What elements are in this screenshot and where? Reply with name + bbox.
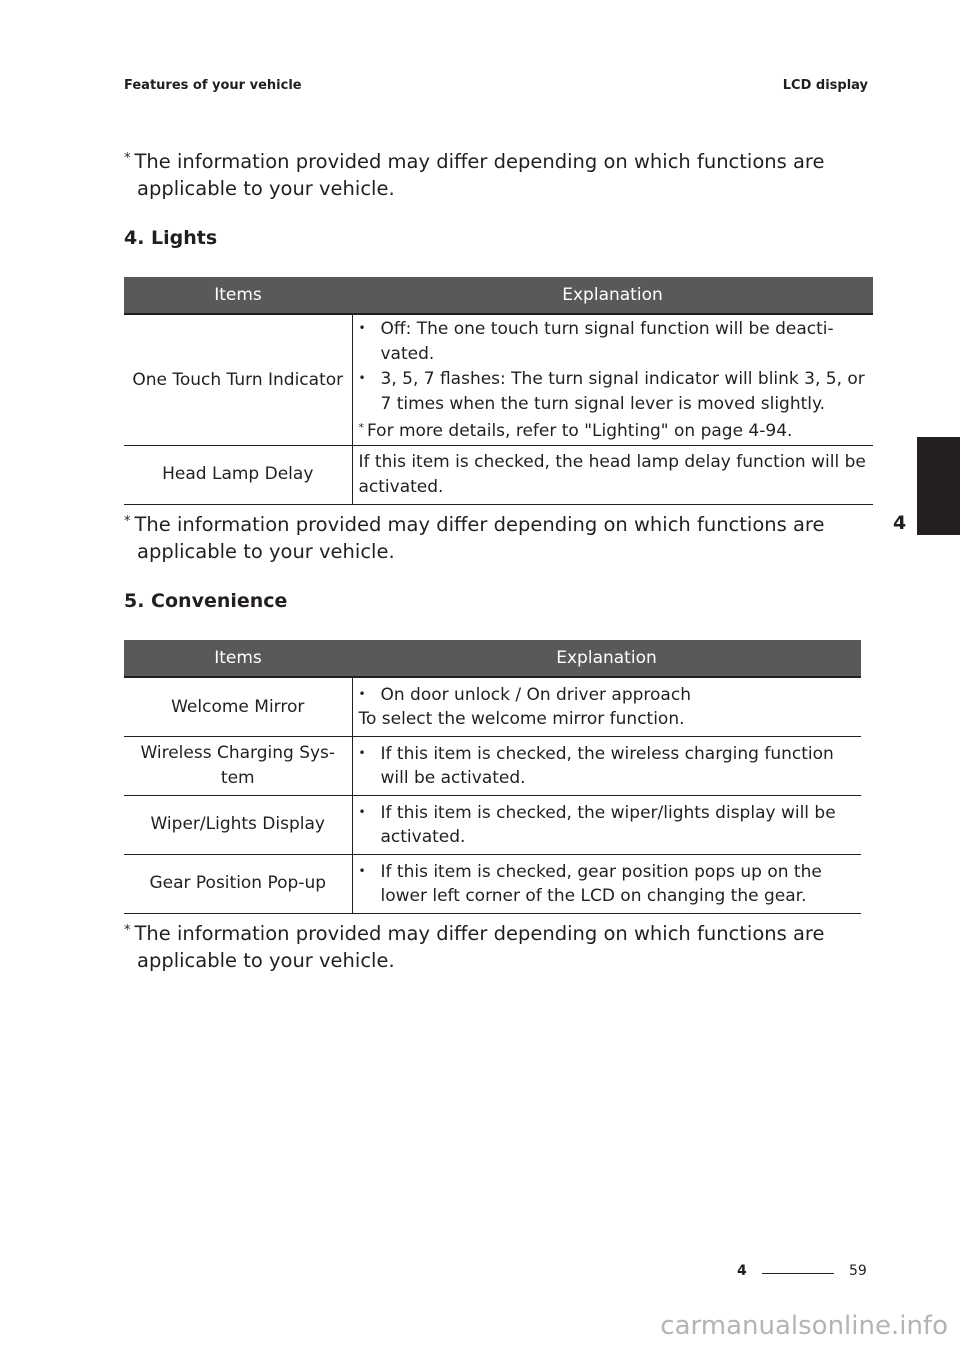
bullet-item: • If this item is checked, the wiper/lights display will be activated. <box>359 800 856 850</box>
applicability-note: * The information provided may differ depending on which functions are applicable to your vehicle. <box>124 150 825 200</box>
reference-note: * For more details, refer to "Lighting" on page 4-94. <box>358 421 793 441</box>
section-title-convenience: 5. Convenience <box>124 590 288 612</box>
explanation-cell <box>352 314 873 445</box>
bullet-item: • Off: The one touch turn signal function will be deacti-vated. <box>359 316 868 366</box>
column-header-items: Items <box>124 277 352 314</box>
bullet-item: • If this item is checked, the wireless charging function will be activated. <box>359 741 856 791</box>
bullet-item: • If this item is checked, gear position pops up on the lower left corner of the LCD on changing the gear. <box>359 859 856 909</box>
explanation-cell <box>352 854 861 913</box>
explanation-cell <box>352 677 861 736</box>
table-row <box>124 677 861 736</box>
footer-section-number: 4 <box>737 1263 747 1279</box>
convenience-table <box>124 640 861 914</box>
item-cell: Wireless Charging Sys-tem <box>124 736 352 795</box>
item-cell: Head Lamp Delay <box>124 445 352 504</box>
item-cell: Gear Position Pop-up <box>124 854 352 913</box>
item-cell: Wiper/Lights Display <box>124 795 352 854</box>
page-number: 59 <box>849 1263 867 1279</box>
table-row <box>124 445 873 504</box>
running-header-right: LCD display <box>782 78 868 93</box>
watermark: carmanualsonline.info <box>660 1311 948 1341</box>
footer-divider <box>762 1273 834 1274</box>
table-row <box>124 795 861 854</box>
explanation-cell <box>352 736 861 795</box>
column-header-explanation: Explanation <box>352 277 873 314</box>
table-row <box>124 736 861 795</box>
table-row <box>124 314 873 445</box>
column-header-items: Items <box>124 640 352 677</box>
explanation-cell <box>352 795 861 854</box>
bullet-item: • On door unlock / On driver approach <box>359 682 856 708</box>
chapter-tab-number: 4 <box>893 512 907 534</box>
column-header-explanation: Explanation <box>352 640 861 677</box>
section-title-lights: 4. Lights <box>124 227 218 249</box>
chapter-tab <box>917 437 960 535</box>
item-cell: Welcome Mirror <box>124 677 352 736</box>
item-cell: One Touch Turn Indicator <box>124 314 352 445</box>
explanation-cell: If this item is checked, the head lamp delay function will be activated. <box>352 445 873 504</box>
applicability-note: * The information provided may differ depending on which functions are applicable to your vehicle. <box>124 513 825 563</box>
applicability-note: * The information provided may differ depending on which functions are applicable to your vehicle. <box>124 922 825 972</box>
explanation-text: To select the welcome mirror function. <box>358 709 685 730</box>
lights-table <box>124 277 873 505</box>
table-row <box>124 854 861 913</box>
bullet-item: • 3, 5, 7 flashes: The turn signal indicator will blink 3, 5, or 7 times when the turn signal lever is moved slightly. <box>359 366 868 416</box>
running-header-left: Features of your vehicle <box>124 78 302 93</box>
